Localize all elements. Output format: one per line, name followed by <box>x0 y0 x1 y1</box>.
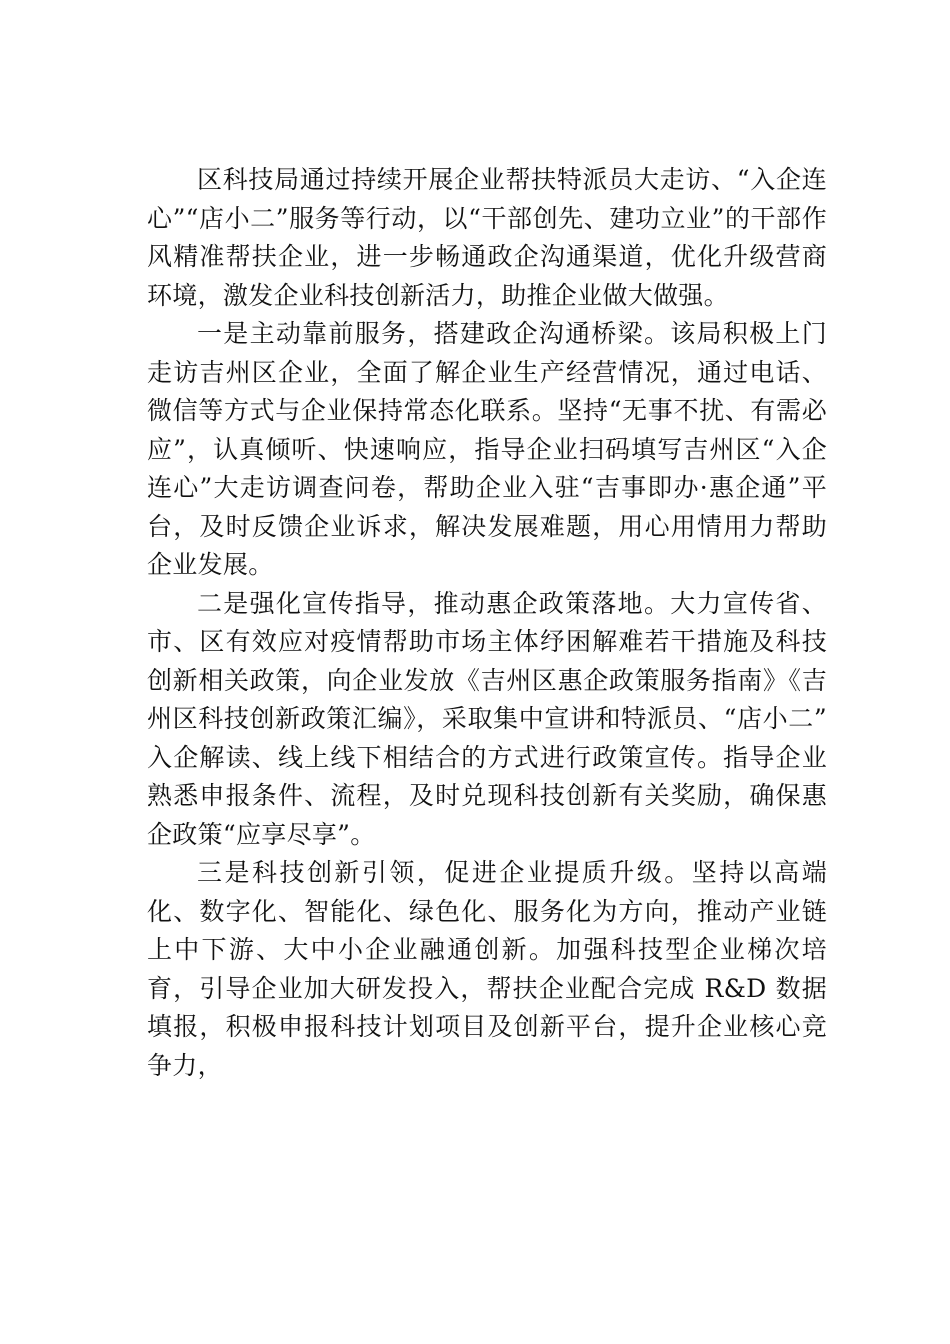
document-body <box>147 161 827 1085</box>
paragraph-point-one: 一是主动靠前服务，搭建政企沟通桥梁。该局积极上门走访吉州区企业，全面了解企业生产经营情况，通过电话、 微信等方式与企业保持常态化联系。坚持“无事不扰、有需必应”，认真倾听、快速响应，指导企业扫码填写吉州区“入企连心”大走访调查问卷，帮助企业入驻“吉事即办·惠企通”平台，及时反馈企业诉求，解决发展难题，用心用情用力帮助企业发展。 <box>147 319 827 579</box>
paragraph-point-two: 二是强化宣传指导，推动惠企政策落地。大力宣传省、市、区有效应对疫情帮助市场主体纾困解难若干措施及科技创新相关政策，向企业发放《吉州区惠企政策服务指南》《吉州区科技创新政策汇编》，采取集中宣讲和特派员、“店小二” 入企解读、线上线下相结合的方式进行政策宣传。指导企业熟悉申报条件、流程，及时兑现科技创新有关奖励，确保惠企政策“应享尽享”。 <box>147 588 827 849</box>
paragraph-intro: 区科技局通过持续开展企业帮扶特派员大走访、“入企连心”“店小二”服务等行动，以“干部创先、建功立业”的干部作风精准帮扶企业，进一步畅通政企沟通渠道，优化升级营商环境，激发企业科技创新活力，助推企业做大做强。 <box>147 165 827 310</box>
paragraph-point-three: 三是科技创新引领，促进企业提质升级。坚持以高端化、数字化、智能化、绿色化、服务化为方向，推动产业链上中下游、大中小企业融通创新。加强科技型企业梯次培育，引导企业加大研发投入，帮扶企业配合完成 R&D 数据填报，积极申报科技计划项目及创新平台，提升企业核心竞争力， <box>147 858 827 1080</box>
